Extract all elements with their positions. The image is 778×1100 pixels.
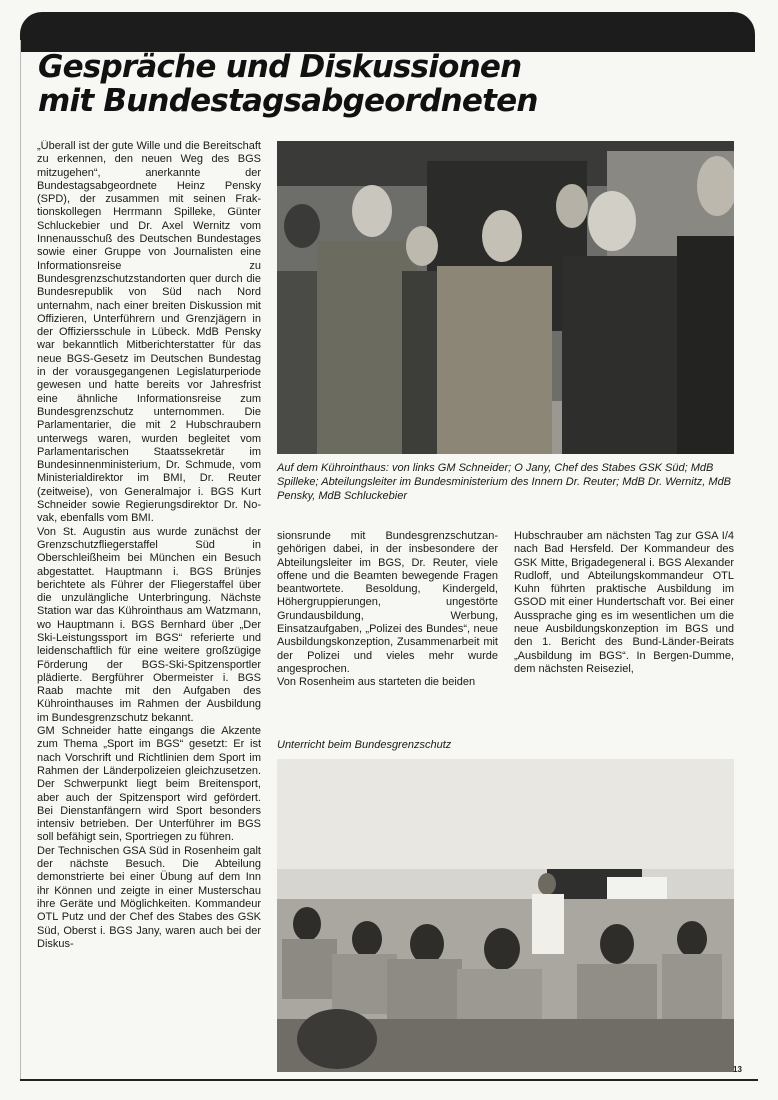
col2-paragraph: Von Rosenheim aus starteten die beiden: [277, 676, 476, 689]
title-line-2: mit Bundestagsabgeordneten: [38, 83, 538, 119]
photo-kuehrointhaus: [277, 141, 734, 454]
photo-classroom-image: [277, 759, 734, 1072]
col2-paragraph: sionsrunde mit Bundesgrenzschutzangehörigen dabei, in der insbesondere der Abteilungsleiter im BGS, Dr. Reuter, viele offene und die Beamten bewegende Fragen beantwortete. Besoldung, Kindergeld, Höhergruppierungen, ungestörte Grundausbildung, Werbung, Einsatzaufgaben, „Polizei des Bundes“, neue Ausbildungskonzeption, Zusammenarbeit mit der Polizei und vieles mehr wurde angesprochen.: [277, 530, 498, 675]
col1-paragraph: Der Technischen GSA Süd in Rosenheim galt der nächste Besuch. Die Abteilung demonstrierte bei einer Übung auf dem Inn ihr Können und zeigte in einer Musterschau ihre Geräte und Möglichkeiten. Kommandeur OTL Putz und der Chef des Stabes des GSK Süd, Oberst i. BGS Jany, waren auch bei der Diskus-: [37, 844, 261, 950]
photo-caption-classroom: Unterricht beim Bundesgrenzschutz: [277, 739, 452, 751]
article-column-2: [277, 530, 498, 700]
col3-paragraph: Hubschrauber am nächsten Tag zur GSA I/4 nach Bad Hersfeld. Der Kommandeur des GSK Mitte, Brigadegeneral i. BGS Alexander Rudloff, und Abteilungskommandeur OTL Kuhn führten praktische Ausbildung im GSOD mit einer Hundertschaft vor. Bei einer Aussprache ging es im wesentlichen um die neue Ausbildungskonzeption im BGS und den 1. Bericht des Bund-Länder-Beirats „Ausbildung im BGS“. In Bergen-Dumme, dem nächsten Reiseziel,: [514, 530, 734, 675]
photo-kuehrointhaus-image: [277, 141, 734, 454]
page-title: [38, 50, 738, 118]
photo-caption-kuehrointhaus: Auf dem Kührointhaus: von links GM Schneider; O Jany, Chef des Stabes GSK Süd; MdB Spilleke; Abteilungsleiter im Bundesministerium des Innern Dr. Reuter; MdB Dr. Wernitz, MdB Pensky, MdB Schluckebier: [277, 462, 732, 502]
bottom-rule: [20, 1079, 758, 1081]
col1-paragraph: GM Schneider hatte eingangs die Akzente zum Thema „Sport im BGS“ gesetzt: Er ist nach Vorschrift und Richtlinien dem Sport im Rahmen der Länderpolizeien gleichzusetzen. Der Schwerpunkt liegt beim Breitensport, aber auch der Spitzensport wird gefördert. Bei Dienstanfängern wird Sport besonders intensiv betrieben. Der Unterführer im BGS soll befähigt sein, Sportriegen zu führen.: [37, 725, 261, 844]
page-edge-rule: [20, 40, 21, 1080]
col1-paragraph: „Überall ist der gute Wille und die Bereitschaft zu erkennen, den neuen Weg des BGS mitzugehen“, anerkannte der Bundestagsabgeordnete Heinz Pensky (SPD), der zusammen mit seinen Fraktionskollegen Herrmann Spilleke, Günter Schluckebier und Dr. Axel Wernitz vom Innenausschuß des Deutschen Bundestages sowie einer Gruppe von Journalisten eine Informationsreise zu Bundesgrenzschutzstandorten quer durch die Bundesrepublik von Süd nach Nord unternahm, nach einer breiten Diskussion mit Offizieren, Unterführern und Grenzjägern in der Offiziersschule in Lübeck. MdB Pensky war bekanntlich Mitberichterstatter für das neue BGS-Gesetz im Deutschen Bundestag in der vorausgegangenen Legislaturperiode gewesen und hatte bereits vor Jahresfrist eine ähnliche Informationsreise zum Bundesgrenzschutz unternommen. Die Parlamentarier, die mit 2 Hubschraubern unterwegs waren, wurden begleitet vom Parlamentarischen Staatssekretär im Bundesinnenministerium, Dr. Schmude, vom Ministerialdirektor im BMI, Dr. Reuter (zeitweise), von Generalmajor i. BGS Kurt Schneider sowie Regierungsdirektor Dr. Novak, ebenfalls vom BMI.: [37, 140, 261, 525]
header-band: [20, 12, 755, 52]
article-column-1: [37, 140, 261, 1075]
title-line-1: Gespräche und Diskussionen: [38, 49, 522, 85]
page-number: 13: [733, 1065, 742, 1074]
photo-classroom: [277, 759, 734, 1072]
col1-paragraph: Von St. Augustin aus wurde zunächst der Grenzschutzfliegerstaffel Süd in Oberschleißheim bei München ein Besuch abgestattet. Hauptmann i. BGS Brünjes berichtete als Führer der Fliegerstaffel über die unzulängliche Unterbringung. Nächste Station war das Kührointhaus am Watzmann, wo Hauptmann i. BGS Bernhard über „Der Ski-Leistungssport im BGS“ referierte und leidenschaftlich für eine weitere großzügige Förderung der BGS-Ski-Spitzensportler plädierte. Bergführer Obermeister i. BGS Raab machte mit den Aufgaben des Kührointhauses im Rahmen der Ausbildung im Bundesgrenzschutz bekannt.: [37, 525, 261, 724]
article-column-3: [514, 530, 734, 700]
